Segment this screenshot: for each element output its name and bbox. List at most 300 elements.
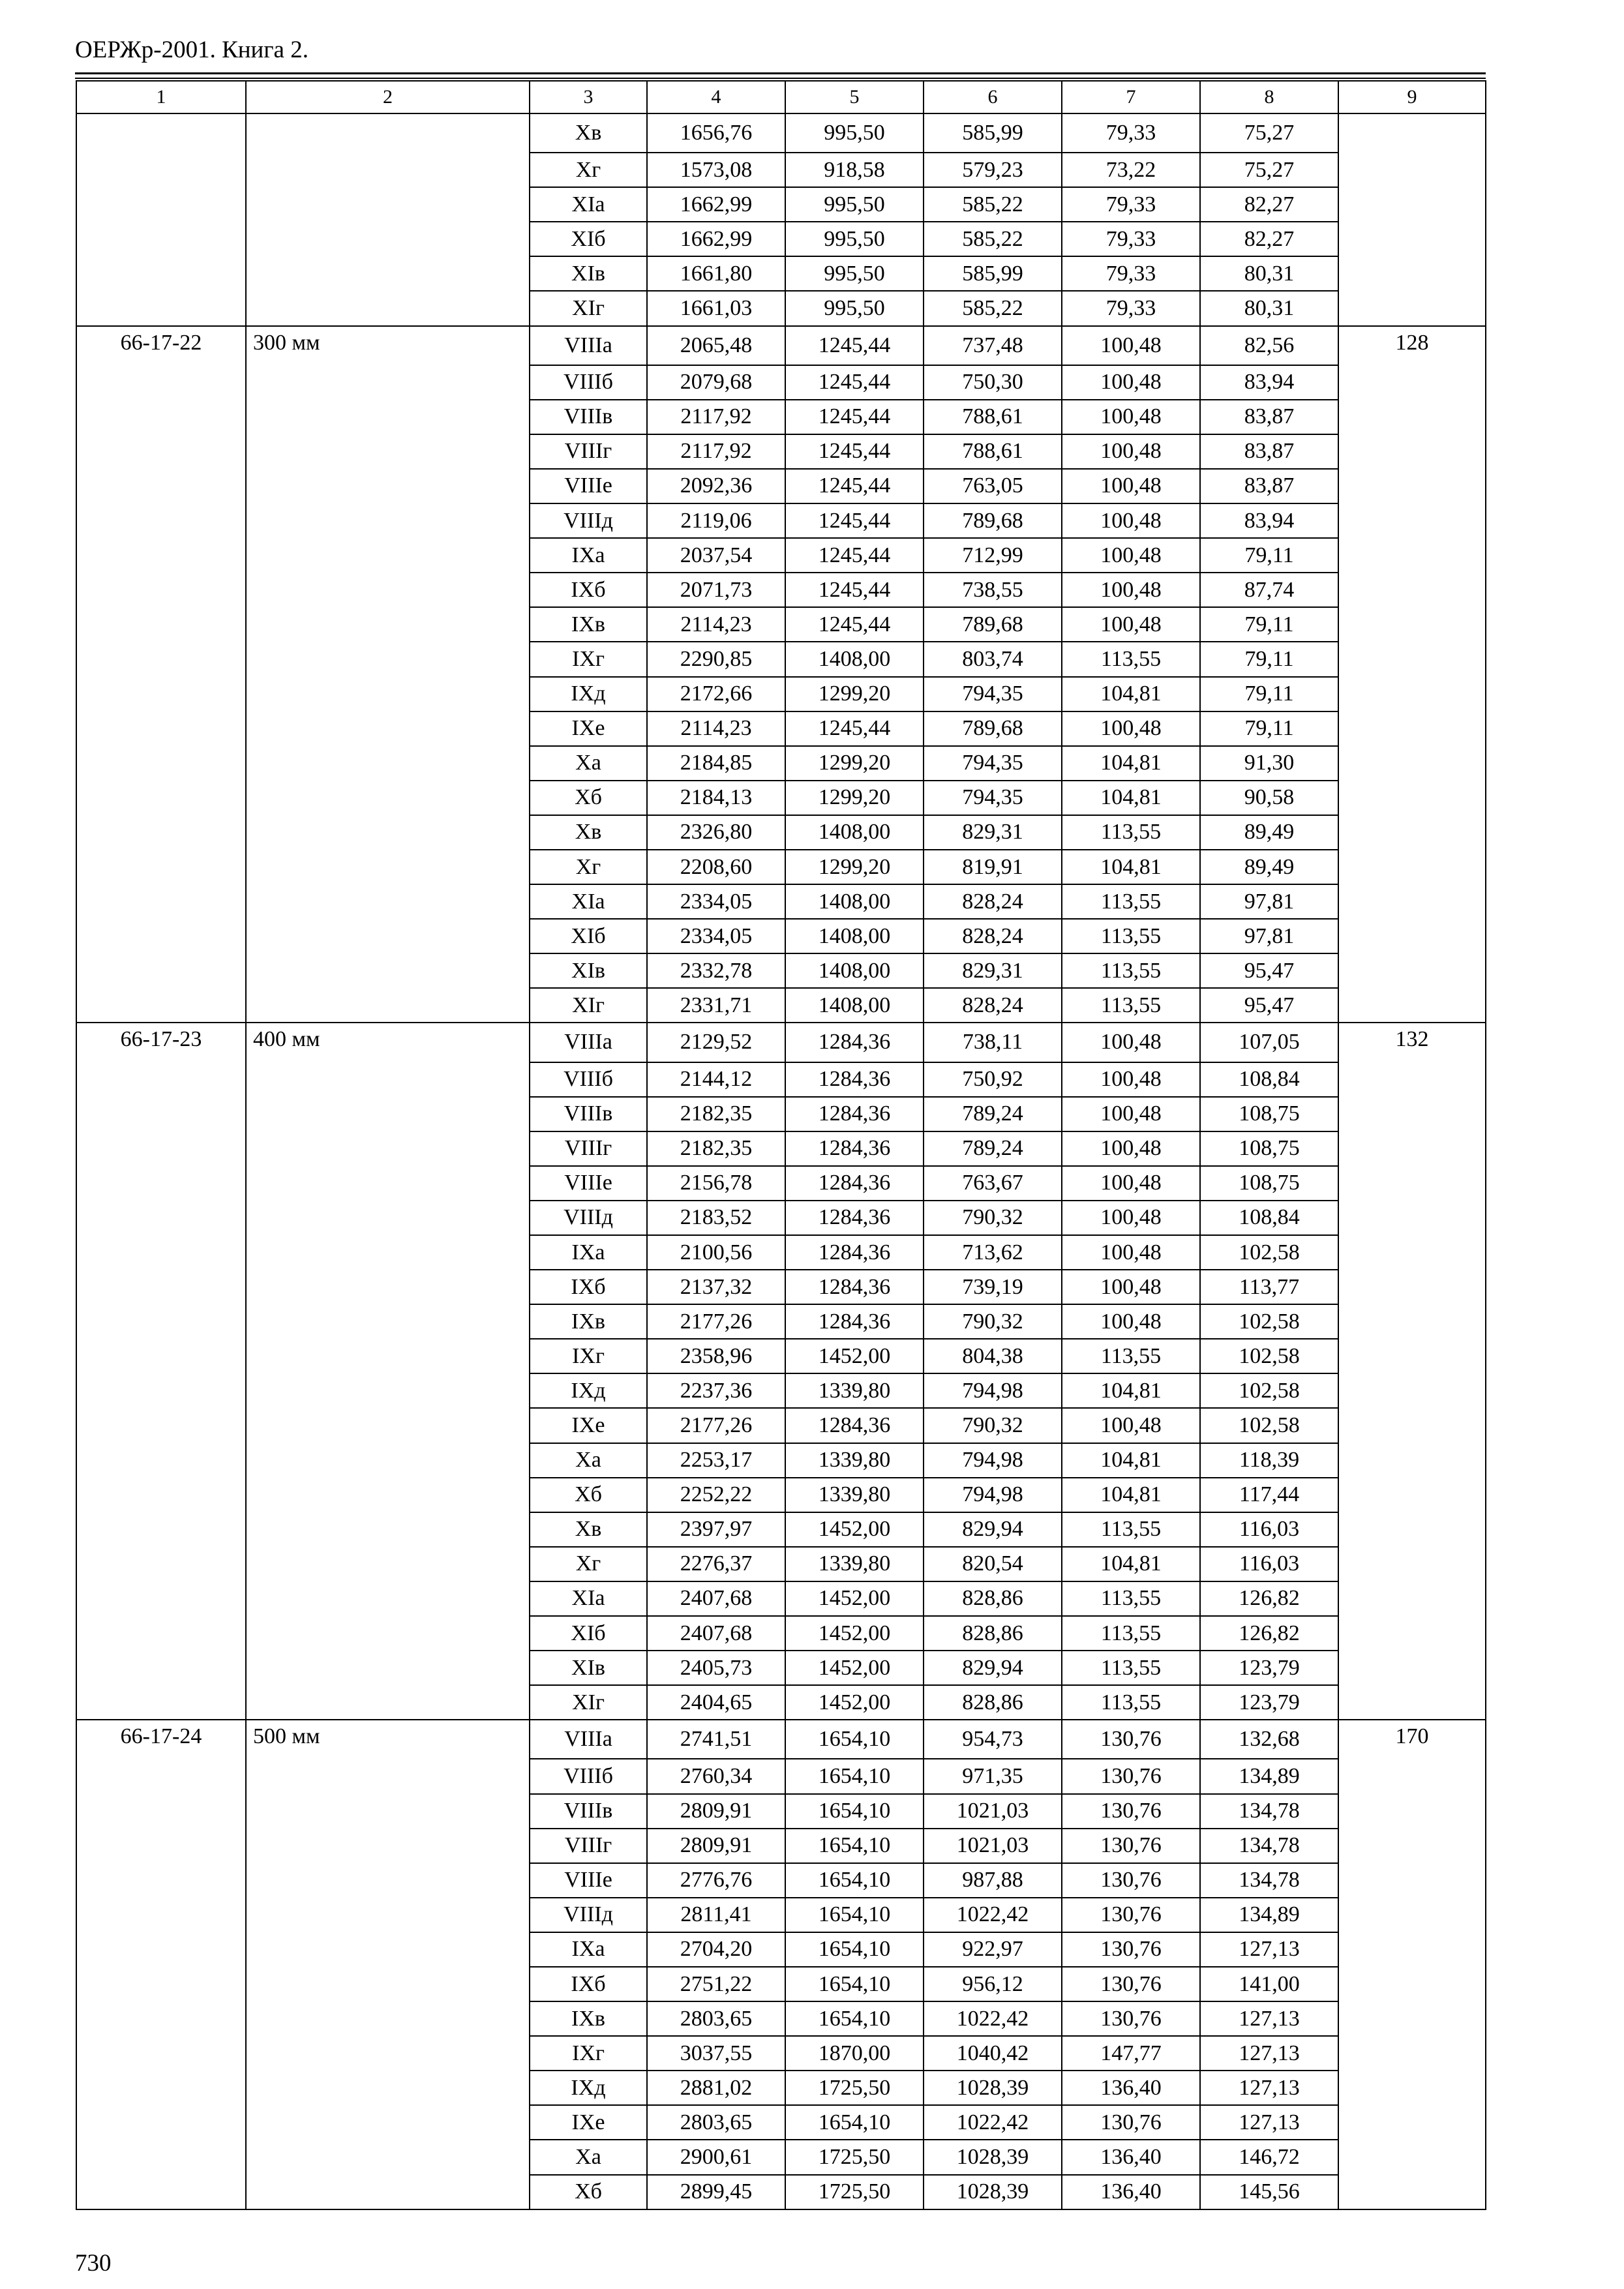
- col9-cell: [1338, 1339, 1486, 1373]
- value-cell: 79,33: [1062, 291, 1200, 325]
- value-cell: 2326,80: [647, 815, 785, 850]
- value-cell: 1040,42: [924, 2036, 1062, 2071]
- item-name-cell: [246, 1616, 530, 1651]
- value-cell: 118,39: [1200, 1443, 1338, 1478]
- rate-code-cell: [76, 187, 246, 222]
- value-cell: 127,13: [1200, 2105, 1338, 2140]
- value-cell: 100,48: [1062, 711, 1200, 746]
- item-name-cell: [246, 153, 530, 187]
- zone-cell: VIIIд: [530, 503, 647, 538]
- rate-code-cell: [76, 1685, 246, 1720]
- value-cell: 1408,00: [785, 642, 924, 676]
- item-name-cell: [246, 1967, 530, 2001]
- value-cell: 828,86: [924, 1581, 1062, 1616]
- value-cell: 89,49: [1200, 815, 1338, 850]
- rate-code-cell: [76, 2071, 246, 2105]
- item-name-cell: [246, 1339, 530, 1373]
- rate-code-cell: [76, 1304, 246, 1339]
- rate-code-cell: [76, 1201, 246, 1235]
- value-cell: 794,98: [924, 1443, 1062, 1478]
- rate-code-cell: [76, 1581, 246, 1616]
- value-cell: 100,48: [1062, 1131, 1200, 1166]
- value-cell: 995,50: [785, 291, 924, 325]
- value-cell: 2332,78: [647, 953, 785, 988]
- value-cell: 2253,17: [647, 1443, 785, 1478]
- value-cell: 712,99: [924, 538, 1062, 573]
- col9-cell: [1338, 815, 1486, 850]
- rate-code-cell: [76, 1932, 246, 1967]
- rate-code-cell: [76, 1794, 246, 1829]
- value-cell: 954,73: [924, 1720, 1062, 1759]
- table-row: [76, 256, 1486, 291]
- col9-cell: [1338, 222, 1486, 256]
- value-cell: 2119,06: [647, 503, 785, 538]
- item-name-cell: [246, 1166, 530, 1201]
- zone-cell: IXб: [530, 573, 647, 607]
- value-cell: 116,03: [1200, 1547, 1338, 1581]
- value-cell: 829,31: [924, 953, 1062, 988]
- value-cell: 130,76: [1062, 1759, 1200, 1793]
- zone-cell: IXа: [530, 538, 647, 573]
- value-cell: 102,58: [1200, 1373, 1338, 1408]
- value-cell: 956,12: [924, 1967, 1062, 2001]
- col9-cell: [1338, 1478, 1486, 1512]
- value-cell: 83,94: [1200, 365, 1338, 400]
- value-cell: 134,78: [1200, 1829, 1338, 1863]
- zone-cell: Xа: [530, 746, 647, 781]
- value-cell: 2137,32: [647, 1270, 785, 1304]
- rate-code-cell: [76, 1651, 246, 1685]
- zone-cell: IXв: [530, 607, 647, 642]
- item-name-cell: [246, 677, 530, 711]
- value-cell: 829,94: [924, 1512, 1062, 1547]
- value-cell: 1408,00: [785, 884, 924, 919]
- value-cell: 2741,51: [647, 1720, 785, 1759]
- value-cell: 1022,42: [924, 2001, 1062, 2036]
- value-cell: 102,58: [1200, 1304, 1338, 1339]
- table-row: [76, 2105, 1486, 2140]
- table-row: [76, 2175, 1486, 2209]
- value-cell: 922,97: [924, 1932, 1062, 1967]
- value-cell: 788,61: [924, 400, 1062, 434]
- item-name-cell: [246, 1651, 530, 1685]
- value-cell: 136,40: [1062, 2140, 1200, 2174]
- item-name-cell: [246, 1547, 530, 1581]
- value-cell: 100,48: [1062, 326, 1200, 365]
- zone-cell: VIIIг: [530, 1829, 647, 1863]
- value-cell: 794,98: [924, 1478, 1062, 1512]
- value-cell: 918,58: [785, 153, 924, 187]
- value-cell: 104,81: [1062, 1478, 1200, 1512]
- item-name-cell: [246, 503, 530, 538]
- value-cell: 79,33: [1062, 256, 1200, 291]
- value-cell: 1452,00: [785, 1581, 924, 1616]
- value-cell: 100,48: [1062, 469, 1200, 503]
- item-name-cell: [246, 1685, 530, 1720]
- value-cell: 2358,96: [647, 1339, 785, 1373]
- item-name-cell: [246, 815, 530, 850]
- rate-code-cell: [76, 2105, 246, 2140]
- value-cell: 790,32: [924, 1304, 1062, 1339]
- rate-code-cell: [76, 222, 246, 256]
- rate-code-cell: [76, 1759, 246, 1793]
- value-cell: 79,33: [1062, 187, 1200, 222]
- value-cell: 2881,02: [647, 2071, 785, 2105]
- value-cell: 1021,03: [924, 1794, 1062, 1829]
- value-cell: 79,11: [1200, 677, 1338, 711]
- column-number: 5: [785, 81, 924, 113]
- col9-cell: [1338, 1685, 1486, 1720]
- table-row: [76, 1478, 1486, 1512]
- value-cell: 1299,20: [785, 746, 924, 781]
- value-cell: 90,58: [1200, 781, 1338, 815]
- value-cell: 579,23: [924, 153, 1062, 187]
- value-cell: 2172,66: [647, 677, 785, 711]
- value-cell: 145,56: [1200, 2175, 1338, 2209]
- zone-cell: Xв: [530, 113, 647, 153]
- value-cell: 995,50: [785, 113, 924, 153]
- value-cell: 585,22: [924, 187, 1062, 222]
- value-cell: 130,76: [1062, 2001, 1200, 2036]
- value-cell: 130,76: [1062, 1932, 1200, 1967]
- table-row: [76, 538, 1486, 573]
- value-cell: 738,11: [924, 1023, 1062, 1062]
- column-number: 3: [530, 81, 647, 113]
- rate-code-cell: [76, 538, 246, 573]
- value-cell: 79,11: [1200, 711, 1338, 746]
- value-cell: 113,55: [1062, 953, 1200, 988]
- col9-cell: [1338, 677, 1486, 711]
- value-cell: 136,40: [1062, 2175, 1200, 2209]
- zone-cell: IXд: [530, 1373, 647, 1408]
- table-row: [76, 153, 1486, 187]
- table-row: [76, 365, 1486, 400]
- zone-cell: Xг: [530, 153, 647, 187]
- value-cell: 1339,80: [785, 1547, 924, 1581]
- value-cell: 134,78: [1200, 1863, 1338, 1898]
- value-cell: 789,68: [924, 607, 1062, 642]
- value-cell: 2407,68: [647, 1616, 785, 1651]
- table-row: [76, 291, 1486, 325]
- table-row: [76, 1131, 1486, 1166]
- value-cell: 100,48: [1062, 1304, 1200, 1339]
- value-cell: 995,50: [785, 256, 924, 291]
- rate-code-cell: [76, 434, 246, 469]
- item-name-cell: [246, 1270, 530, 1304]
- value-cell: 130,76: [1062, 1863, 1200, 1898]
- table-row: [76, 1829, 1486, 1863]
- col9-cell: [1338, 1829, 1486, 1863]
- table-row: [76, 1023, 1486, 1062]
- value-cell: 130,76: [1062, 1794, 1200, 1829]
- rate-code-cell: [76, 1131, 246, 1166]
- value-cell: 108,75: [1200, 1131, 1338, 1166]
- value-cell: 104,81: [1062, 1373, 1200, 1408]
- value-cell: 1284,36: [785, 1270, 924, 1304]
- rate-code-cell: [76, 1166, 246, 1201]
- value-cell: 2079,68: [647, 365, 785, 400]
- rate-code-cell: [76, 1512, 246, 1547]
- value-cell: 134,89: [1200, 1898, 1338, 1932]
- item-name-cell: [246, 919, 530, 953]
- value-cell: 113,55: [1062, 1616, 1200, 1651]
- value-cell: 2114,23: [647, 711, 785, 746]
- col9-cell: [1338, 1373, 1486, 1408]
- value-cell: 829,94: [924, 1651, 1062, 1685]
- value-cell: 1299,20: [785, 850, 924, 884]
- column-number: 7: [1062, 81, 1200, 113]
- item-name-cell: [246, 2036, 530, 2071]
- value-cell: 1284,36: [785, 1097, 924, 1131]
- rates-table-body: [76, 81, 1486, 2209]
- table-row: [76, 1097, 1486, 1131]
- rate-code-cell: [76, 2036, 246, 2071]
- col9-cell: [1338, 1270, 1486, 1304]
- table-row: [76, 1373, 1486, 1408]
- zone-cell: XIг: [530, 291, 647, 325]
- value-cell: 1452,00: [785, 1339, 924, 1373]
- col9-cell: [1338, 607, 1486, 642]
- item-name-cell: [246, 850, 530, 884]
- col9-cell: [1338, 746, 1486, 781]
- value-cell: 2071,73: [647, 573, 785, 607]
- value-cell: 1299,20: [785, 677, 924, 711]
- rate-code-cell: [76, 1829, 246, 1863]
- item-name-cell: [246, 365, 530, 400]
- value-cell: 123,79: [1200, 1651, 1338, 1685]
- zone-cell: IXг: [530, 642, 647, 676]
- rate-code-cell: [76, 573, 246, 607]
- item-name-cell: [246, 1235, 530, 1270]
- item-name-cell: [246, 953, 530, 988]
- col9-cell: [1338, 538, 1486, 573]
- zone-cell: Xб: [530, 1478, 647, 1512]
- rate-code-cell: [76, 850, 246, 884]
- value-cell: 113,55: [1062, 919, 1200, 953]
- table-row: [76, 2071, 1486, 2105]
- item-name-cell: [246, 2105, 530, 2140]
- zone-cell: VIIIв: [530, 400, 647, 434]
- table-row: [76, 222, 1486, 256]
- zone-cell: IXв: [530, 2001, 647, 2036]
- value-cell: 130,76: [1062, 1898, 1200, 1932]
- value-cell: 2252,22: [647, 1478, 785, 1512]
- item-name-cell: [246, 988, 530, 1023]
- col9-cell: [1338, 400, 1486, 434]
- value-cell: 737,48: [924, 326, 1062, 365]
- value-cell: 2037,54: [647, 538, 785, 573]
- rate-code-cell: [76, 642, 246, 676]
- zone-cell: Xб: [530, 2175, 647, 2209]
- table-row: [76, 1794, 1486, 1829]
- col9-cell: [1338, 1097, 1486, 1131]
- item-name-cell: [246, 1794, 530, 1829]
- value-cell: 1245,44: [785, 365, 924, 400]
- value-cell: 100,48: [1062, 365, 1200, 400]
- value-cell: 820,54: [924, 1547, 1062, 1581]
- value-cell: 794,35: [924, 746, 1062, 781]
- zone-cell: IXе: [530, 1408, 647, 1443]
- value-cell: 2276,37: [647, 1547, 785, 1581]
- value-cell: 2407,68: [647, 1581, 785, 1616]
- value-cell: 79,33: [1062, 113, 1200, 153]
- value-cell: 1284,36: [785, 1408, 924, 1443]
- zone-cell: IXд: [530, 2071, 647, 2105]
- value-cell: 2704,20: [647, 1932, 785, 1967]
- value-cell: 2177,26: [647, 1408, 785, 1443]
- value-cell: 2776,76: [647, 1863, 785, 1898]
- table-row: [76, 781, 1486, 815]
- value-cell: 1028,39: [924, 2071, 1062, 2105]
- value-cell: 1284,36: [785, 1023, 924, 1062]
- value-cell: 83,87: [1200, 469, 1338, 503]
- item-name-cell: [246, 884, 530, 919]
- item-name-cell: [246, 113, 530, 153]
- item-name-cell: [246, 1863, 530, 1898]
- value-cell: 100,48: [1062, 1201, 1200, 1235]
- zone-cell: IXд: [530, 677, 647, 711]
- value-cell: 585,99: [924, 113, 1062, 153]
- value-cell: 1245,44: [785, 538, 924, 573]
- rate-code-cell: [76, 781, 246, 815]
- table-row: [76, 953, 1486, 988]
- column-number: 6: [924, 81, 1062, 113]
- value-cell: 1654,10: [785, 1759, 924, 1793]
- table-row: [76, 2001, 1486, 2036]
- table-row: [76, 1062, 1486, 1097]
- rate-code-cell: [76, 256, 246, 291]
- value-cell: 2809,91: [647, 1794, 785, 1829]
- value-cell: 100,48: [1062, 1270, 1200, 1304]
- zone-cell: VIIIг: [530, 1131, 647, 1166]
- value-cell: 1284,36: [785, 1166, 924, 1201]
- rate-code-cell: [76, 1898, 246, 1932]
- zone-cell: Xв: [530, 1512, 647, 1547]
- value-cell: 1245,44: [785, 434, 924, 469]
- value-cell: 127,13: [1200, 2071, 1338, 2105]
- zone-cell: Xг: [530, 850, 647, 884]
- table-row: [76, 1616, 1486, 1651]
- value-cell: 1452,00: [785, 1685, 924, 1720]
- item-name-cell: [246, 1898, 530, 1932]
- item-name-cell: [246, 1443, 530, 1478]
- value-cell: 2331,71: [647, 988, 785, 1023]
- value-cell: 1725,50: [785, 2175, 924, 2209]
- value-cell: 2129,52: [647, 1023, 785, 1062]
- value-cell: 83,87: [1200, 434, 1338, 469]
- rate-code-cell: [76, 1616, 246, 1651]
- value-cell: 104,81: [1062, 850, 1200, 884]
- value-cell: 100,48: [1062, 1023, 1200, 1062]
- col9-cell: [1338, 1581, 1486, 1616]
- value-cell: 1870,00: [785, 2036, 924, 2071]
- value-cell: 1654,10: [785, 1898, 924, 1932]
- value-cell: 2182,35: [647, 1131, 785, 1166]
- table-row: [76, 677, 1486, 711]
- value-cell: 83,94: [1200, 503, 1338, 538]
- item-name-cell: [246, 222, 530, 256]
- value-cell: 104,81: [1062, 1547, 1200, 1581]
- value-cell: 82,56: [1200, 326, 1338, 365]
- value-cell: 789,68: [924, 503, 1062, 538]
- value-cell: 3037,55: [647, 2036, 785, 2071]
- value-cell: 117,44: [1200, 1478, 1338, 1512]
- value-cell: 585,99: [924, 256, 1062, 291]
- value-cell: 116,03: [1200, 1512, 1338, 1547]
- value-cell: 1339,80: [785, 1443, 924, 1478]
- value-cell: 1021,03: [924, 1829, 1062, 1863]
- value-cell: 100,48: [1062, 538, 1200, 573]
- col9-cell: [1338, 1512, 1486, 1547]
- zone-cell: Xг: [530, 1547, 647, 1581]
- value-cell: 1452,00: [785, 1651, 924, 1685]
- value-cell: 1245,44: [785, 469, 924, 503]
- value-cell: 1654,10: [785, 1720, 924, 1759]
- item-name-cell: [246, 291, 530, 325]
- rate-code-cell: [76, 884, 246, 919]
- zone-cell: XIб: [530, 222, 647, 256]
- table-row: [76, 884, 1486, 919]
- value-cell: 803,74: [924, 642, 1062, 676]
- value-cell: 1408,00: [785, 988, 924, 1023]
- value-cell: 97,81: [1200, 919, 1338, 953]
- col9-cell: [1338, 256, 1486, 291]
- value-cell: 80,31: [1200, 291, 1338, 325]
- value-cell: 126,82: [1200, 1581, 1338, 1616]
- value-cell: 2809,91: [647, 1829, 785, 1863]
- value-cell: 130,76: [1062, 1720, 1200, 1759]
- item-name-cell: [246, 1408, 530, 1443]
- value-cell: 789,24: [924, 1131, 1062, 1166]
- column-number-row: [76, 81, 1486, 113]
- value-cell: 2065,48: [647, 326, 785, 365]
- col9-cell: [1338, 884, 1486, 919]
- value-cell: 100,48: [1062, 1408, 1200, 1443]
- table-row: [76, 746, 1486, 781]
- item-name-cell: [246, 781, 530, 815]
- value-cell: 1662,99: [647, 222, 785, 256]
- value-cell: 794,35: [924, 781, 1062, 815]
- col9-cell: [1338, 953, 1486, 988]
- col9-cell: 170: [1338, 1720, 1486, 1759]
- zone-cell: VIIIа: [530, 326, 647, 365]
- item-name-cell: 500 мм: [246, 1720, 530, 1759]
- value-cell: 108,84: [1200, 1201, 1338, 1235]
- value-cell: 127,13: [1200, 2001, 1338, 2036]
- zone-cell: XIа: [530, 187, 647, 222]
- table-row: [76, 1720, 1486, 1759]
- col9-cell: [1338, 1616, 1486, 1651]
- value-cell: 89,49: [1200, 850, 1338, 884]
- item-name-cell: [246, 400, 530, 434]
- rate-code-cell: [76, 677, 246, 711]
- rate-code-cell: [76, 1408, 246, 1443]
- value-cell: 100,48: [1062, 434, 1200, 469]
- zone-cell: VIIIе: [530, 1863, 647, 1898]
- table-row: [76, 850, 1486, 884]
- zone-cell: XIг: [530, 988, 647, 1023]
- rate-code-cell: [76, 1097, 246, 1131]
- col9-cell: [1338, 113, 1486, 153]
- value-cell: 995,50: [785, 222, 924, 256]
- value-cell: 1299,20: [785, 781, 924, 815]
- zone-cell: VIIIд: [530, 1898, 647, 1932]
- col9-cell: [1338, 1898, 1486, 1932]
- value-cell: 2184,13: [647, 781, 785, 815]
- value-cell: 113,55: [1062, 1339, 1200, 1373]
- table-row: [76, 1339, 1486, 1373]
- value-cell: 1408,00: [785, 953, 924, 988]
